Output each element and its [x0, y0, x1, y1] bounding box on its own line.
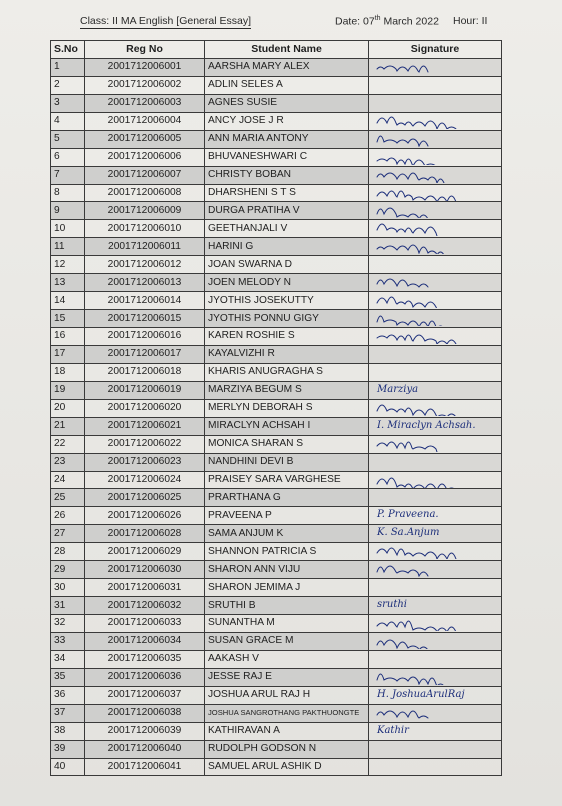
cell-signature [369, 166, 502, 184]
cell-signature [369, 274, 502, 292]
cell-reg-no: 2001712006035 [85, 650, 205, 668]
cell-sno: 31 [51, 597, 85, 615]
table-row [51, 740, 502, 758]
cell-sno: 10 [51, 220, 85, 238]
cell-student-name: JOSHUA ARUL RAJ H [205, 686, 369, 704]
cell-reg-no: 2001712006024 [85, 471, 205, 489]
cell-sno: 30 [51, 579, 85, 597]
cell-student-name: SAMA ANJUM K [205, 525, 369, 543]
table-row [51, 112, 502, 130]
cell-signature [369, 668, 502, 686]
table-header-row [51, 41, 502, 59]
table-row [51, 525, 502, 543]
cell-student-name: BHUVANESHWARI C [205, 148, 369, 166]
cell-student-name: KAYALVIZHI R [205, 345, 369, 363]
cell-reg-no: 2001712006030 [85, 561, 205, 579]
cell-sno: 14 [51, 292, 85, 310]
cell-sno: 34 [51, 650, 85, 668]
cell-sno: 28 [51, 543, 85, 561]
table-row [51, 328, 502, 346]
table-row [51, 202, 502, 220]
cell-reg-no: 2001712006011 [85, 238, 205, 256]
cell-student-name: SHARON JEMIMA J [205, 579, 369, 597]
cell-student-name: JYOTHIS JOSEKUTTY [205, 292, 369, 310]
cell-sno: 24 [51, 471, 85, 489]
cell-reg-no: 2001712006029 [85, 543, 205, 561]
handwritten-signature-icon [375, 150, 465, 165]
cell-reg-no: 2001712006028 [85, 525, 205, 543]
cell-sno: 29 [51, 561, 85, 579]
cell-sno: 17 [51, 345, 85, 363]
cell-signature [369, 704, 502, 722]
date-day: Date: 07 [335, 15, 375, 28]
table-row [51, 130, 502, 148]
cell-reg-no: 2001712006017 [85, 345, 205, 363]
cell-reg-no: 2001712006003 [85, 94, 205, 112]
cell-reg-no: 2001712006021 [85, 417, 205, 435]
cell-reg-no: 2001712006015 [85, 310, 205, 328]
cell-student-name: AAKASH V [205, 650, 369, 668]
cell-student-name: CHRISTY BOBAN [205, 166, 369, 184]
cell-student-name: GEETHANJALI V [205, 220, 369, 238]
cell-sno: 25 [51, 489, 85, 507]
cell-student-name: JESSE RAJ E [205, 668, 369, 686]
cell-signature [369, 94, 502, 112]
cell-student-name: SHARON ANN VIJU [205, 561, 369, 579]
table-row [51, 758, 502, 776]
cell-reg-no: 2001712006018 [85, 363, 205, 381]
cell-sno: 26 [51, 507, 85, 525]
handwritten-signature-icon [375, 311, 465, 326]
cell-student-name: MONICA SHARAN S [205, 435, 369, 453]
cell-sno: 5 [51, 130, 85, 148]
cell-sno: 15 [51, 310, 85, 328]
cell-student-name: ANN MARIA ANTONY [205, 130, 369, 148]
handwritten-signature-icon [375, 634, 465, 649]
cell-sno: 20 [51, 399, 85, 417]
table-row [51, 58, 502, 76]
cell-reg-no: 2001712006007 [85, 166, 205, 184]
cell-sno: 19 [51, 381, 85, 399]
cell-signature [369, 148, 502, 166]
handwritten-signature-icon [375, 706, 465, 721]
cell-sno: 40 [51, 758, 85, 776]
table-row [51, 722, 502, 740]
cell-signature [369, 399, 502, 417]
table-row [51, 381, 502, 399]
cell-student-name: PRAVEENA P [205, 507, 369, 525]
cell-reg-no: 2001712006006 [85, 148, 205, 166]
table-row [51, 345, 502, 363]
table-row [51, 238, 502, 256]
cell-signature [369, 202, 502, 220]
cell-sno: 32 [51, 615, 85, 633]
cell-reg-no: 2001712006023 [85, 453, 205, 471]
cell-signature [369, 597, 502, 615]
cell-signature [369, 292, 502, 310]
cell-reg-no: 2001712006033 [85, 615, 205, 633]
cell-student-name: NANDHINI DEVI B [205, 453, 369, 471]
table-row [51, 650, 502, 668]
table-row [51, 489, 502, 507]
cell-sno: 7 [51, 166, 85, 184]
attendance-table-body [51, 58, 502, 776]
hour-label: Hour: II [453, 15, 488, 27]
cell-reg-no: 2001712006013 [85, 274, 205, 292]
cell-student-name: PRAISEY SARA VARGHESE [205, 471, 369, 489]
handwritten-signature-icon [375, 275, 465, 290]
cell-signature [369, 328, 502, 346]
table-row [51, 453, 502, 471]
cell-reg-no: 2001712006009 [85, 202, 205, 220]
cell-reg-no: 2001712006008 [85, 184, 205, 202]
cell-student-name: KHARIS ANUGRAGHA S [205, 363, 369, 381]
table-row [51, 256, 502, 274]
cell-student-name: JOAN SWARNA D [205, 256, 369, 274]
cell-signature [369, 525, 502, 543]
cell-reg-no: 2001712006016 [85, 328, 205, 346]
handwritten-signature-icon [375, 168, 465, 183]
cell-signature [369, 76, 502, 94]
class-label: Class: II MA English [General Essay] [80, 15, 251, 27]
cell-sno: 11 [51, 238, 85, 256]
cell-sno: 6 [51, 148, 85, 166]
handwritten-signature-icon [375, 562, 465, 577]
cell-student-name: PRARTHANA G [205, 489, 369, 507]
cell-student-name: SHANNON PATRICIA S [205, 543, 369, 561]
cell-reg-no: 2001712006022 [85, 435, 205, 453]
table-row [51, 543, 502, 561]
cell-sno: 39 [51, 740, 85, 758]
handwritten-signature-icon [375, 203, 465, 218]
table-row [51, 704, 502, 722]
cell-signature [369, 184, 502, 202]
table-row [51, 579, 502, 597]
handwritten-signature-icon [375, 186, 465, 201]
cell-sno: 8 [51, 184, 85, 202]
signature-text: I. Miraclyn Achsah. [377, 419, 476, 431]
cell-reg-no: 2001712006032 [85, 597, 205, 615]
handwritten-signature-icon [375, 616, 465, 631]
table-row [51, 435, 502, 453]
cell-reg-no: 2001712006010 [85, 220, 205, 238]
cell-student-name: DHARSHENI S T S [205, 184, 369, 202]
cell-reg-no: 2001712006001 [85, 58, 205, 76]
cell-reg-no: 2001712006041 [85, 758, 205, 776]
table-row [51, 292, 502, 310]
table-row [51, 310, 502, 328]
cell-reg-no: 2001712006040 [85, 740, 205, 758]
handwritten-signature-icon [375, 114, 465, 129]
cell-signature [369, 58, 502, 76]
cell-reg-no: 2001712006004 [85, 112, 205, 130]
cell-signature [369, 363, 502, 381]
handwritten-signature-icon [375, 473, 465, 488]
cell-student-name: KATHIRAVAN A [205, 722, 369, 740]
table-row [51, 471, 502, 489]
signature-text: sruthi [377, 599, 408, 611]
sheet-header [80, 15, 500, 31]
column-header-sno: S.No [51, 41, 85, 59]
cell-student-name: MARZIYA BEGUM S [205, 381, 369, 399]
table-row [51, 94, 502, 112]
signature-text: H. JoshuaArulRaj [377, 688, 465, 700]
cell-sno: 3 [51, 94, 85, 112]
cell-student-name: AGNES SUSIE [205, 94, 369, 112]
cell-reg-no: 2001712006002 [85, 76, 205, 94]
handwritten-signature-icon [375, 670, 465, 685]
cell-student-name: DURGA PRATIHA V [205, 202, 369, 220]
table-row [51, 220, 502, 238]
cell-signature [369, 256, 502, 274]
cell-signature [369, 220, 502, 238]
cell-signature [369, 345, 502, 363]
cell-signature [369, 507, 502, 525]
cell-signature [369, 471, 502, 489]
cell-signature [369, 543, 502, 561]
handwritten-signature-icon [375, 329, 465, 344]
cell-sno: 2 [51, 76, 85, 94]
date-month-year: March 2022 [380, 15, 439, 28]
table-row [51, 668, 502, 686]
signature-text: Marziya [377, 383, 419, 395]
attendance-table [50, 40, 502, 776]
table-row [51, 399, 502, 417]
cell-signature [369, 615, 502, 633]
handwritten-signature-icon [375, 437, 465, 452]
cell-reg-no: 2001712006034 [85, 632, 205, 650]
cell-reg-no: 2001712006038 [85, 704, 205, 722]
table-row [51, 597, 502, 615]
table-row [51, 166, 502, 184]
table-row [51, 632, 502, 650]
cell-sno: 22 [51, 435, 85, 453]
cell-reg-no: 2001712006039 [85, 722, 205, 740]
cell-signature [369, 417, 502, 435]
table-row [51, 561, 502, 579]
table-row [51, 417, 502, 435]
cell-signature [369, 686, 502, 704]
cell-student-name: SUSAN GRACE M [205, 632, 369, 650]
cell-reg-no: 2001712006005 [85, 130, 205, 148]
cell-student-name: MERLYN DEBORAH S [205, 399, 369, 417]
cell-signature [369, 632, 502, 650]
table-row [51, 148, 502, 166]
handwritten-signature-icon [375, 132, 465, 147]
cell-signature [369, 561, 502, 579]
cell-student-name: JOEN MELODY N [205, 274, 369, 292]
cell-sno: 38 [51, 722, 85, 740]
cell-signature [369, 722, 502, 740]
table-row [51, 686, 502, 704]
cell-sno: 21 [51, 417, 85, 435]
handwritten-signature-icon [375, 239, 465, 254]
cell-student-name: RUDOLPH GODSON N [205, 740, 369, 758]
cell-signature [369, 453, 502, 471]
table-row [51, 274, 502, 292]
column-header-signature: Signature [369, 41, 502, 59]
cell-student-name: HARINI G [205, 238, 369, 256]
cell-sno: 4 [51, 112, 85, 130]
cell-signature [369, 740, 502, 758]
table-row [51, 76, 502, 94]
cell-sno: 16 [51, 328, 85, 346]
table-row [51, 363, 502, 381]
cell-sno: 23 [51, 453, 85, 471]
cell-student-name: SRUTHI B [205, 597, 369, 615]
cell-reg-no: 2001712006037 [85, 686, 205, 704]
column-header-reg-no: Reg No [85, 41, 205, 59]
cell-sno: 9 [51, 202, 85, 220]
cell-student-name: JYOTHIS PONNU GIGY [205, 310, 369, 328]
cell-signature [369, 310, 502, 328]
cell-signature [369, 758, 502, 776]
cell-student-name: KAREN ROSHIE S [205, 328, 369, 346]
cell-signature [369, 381, 502, 399]
table-row [51, 507, 502, 525]
cell-reg-no: 2001712006020 [85, 399, 205, 417]
signature-text: Kathir [377, 724, 409, 736]
cell-signature [369, 435, 502, 453]
cell-signature [369, 238, 502, 256]
table-row [51, 184, 502, 202]
handwritten-signature-icon [375, 293, 465, 308]
cell-signature [369, 650, 502, 668]
cell-sno: 13 [51, 274, 85, 292]
handwritten-signature-icon [375, 401, 465, 416]
cell-student-name: AARSHA MARY ALEX [205, 58, 369, 76]
cell-signature [369, 579, 502, 597]
cell-sno: 12 [51, 256, 85, 274]
cell-sno: 18 [51, 363, 85, 381]
column-header-student-name: Student Name [205, 41, 369, 59]
cell-sno: 36 [51, 686, 85, 704]
cell-reg-no: 2001712006012 [85, 256, 205, 274]
cell-sno: 27 [51, 525, 85, 543]
date-suffix: th [374, 15, 381, 22]
cell-sno: 1 [51, 58, 85, 76]
cell-reg-no: 2001712006019 [85, 381, 205, 399]
cell-student-name: SUNANTHA M [205, 615, 369, 633]
handwritten-signature-icon [375, 221, 465, 236]
cell-signature [369, 112, 502, 130]
handwritten-signature-icon [375, 60, 465, 75]
cell-student-name: SAMUEL ARUL ASHIK D [205, 758, 369, 776]
signature-text: P. Praveena. [377, 509, 439, 521]
handwritten-signature-icon [375, 544, 465, 559]
cell-reg-no: 2001712006036 [85, 668, 205, 686]
cell-sno: 33 [51, 632, 85, 650]
cell-student-name: ANCY JOSE J R [205, 112, 369, 130]
cell-student-name: ADLIN SELES A [205, 76, 369, 94]
cell-sno: 37 [51, 704, 85, 722]
date-label [335, 15, 439, 28]
cell-reg-no: 2001712006026 [85, 507, 205, 525]
cell-student-name: MIRACLYN ACHSAH I [205, 417, 369, 435]
cell-reg-no: 2001712006025 [85, 489, 205, 507]
cell-signature [369, 489, 502, 507]
cell-signature [369, 130, 502, 148]
cell-reg-no: 2001712006014 [85, 292, 205, 310]
cell-sno: 35 [51, 668, 85, 686]
cell-reg-no: 2001712006031 [85, 579, 205, 597]
table-row [51, 615, 502, 633]
cell-student-name: JOSHUA SANGROTHANG PAKTHUONGTE [205, 704, 369, 722]
signature-text: K. Sa.Anjum [377, 527, 440, 539]
